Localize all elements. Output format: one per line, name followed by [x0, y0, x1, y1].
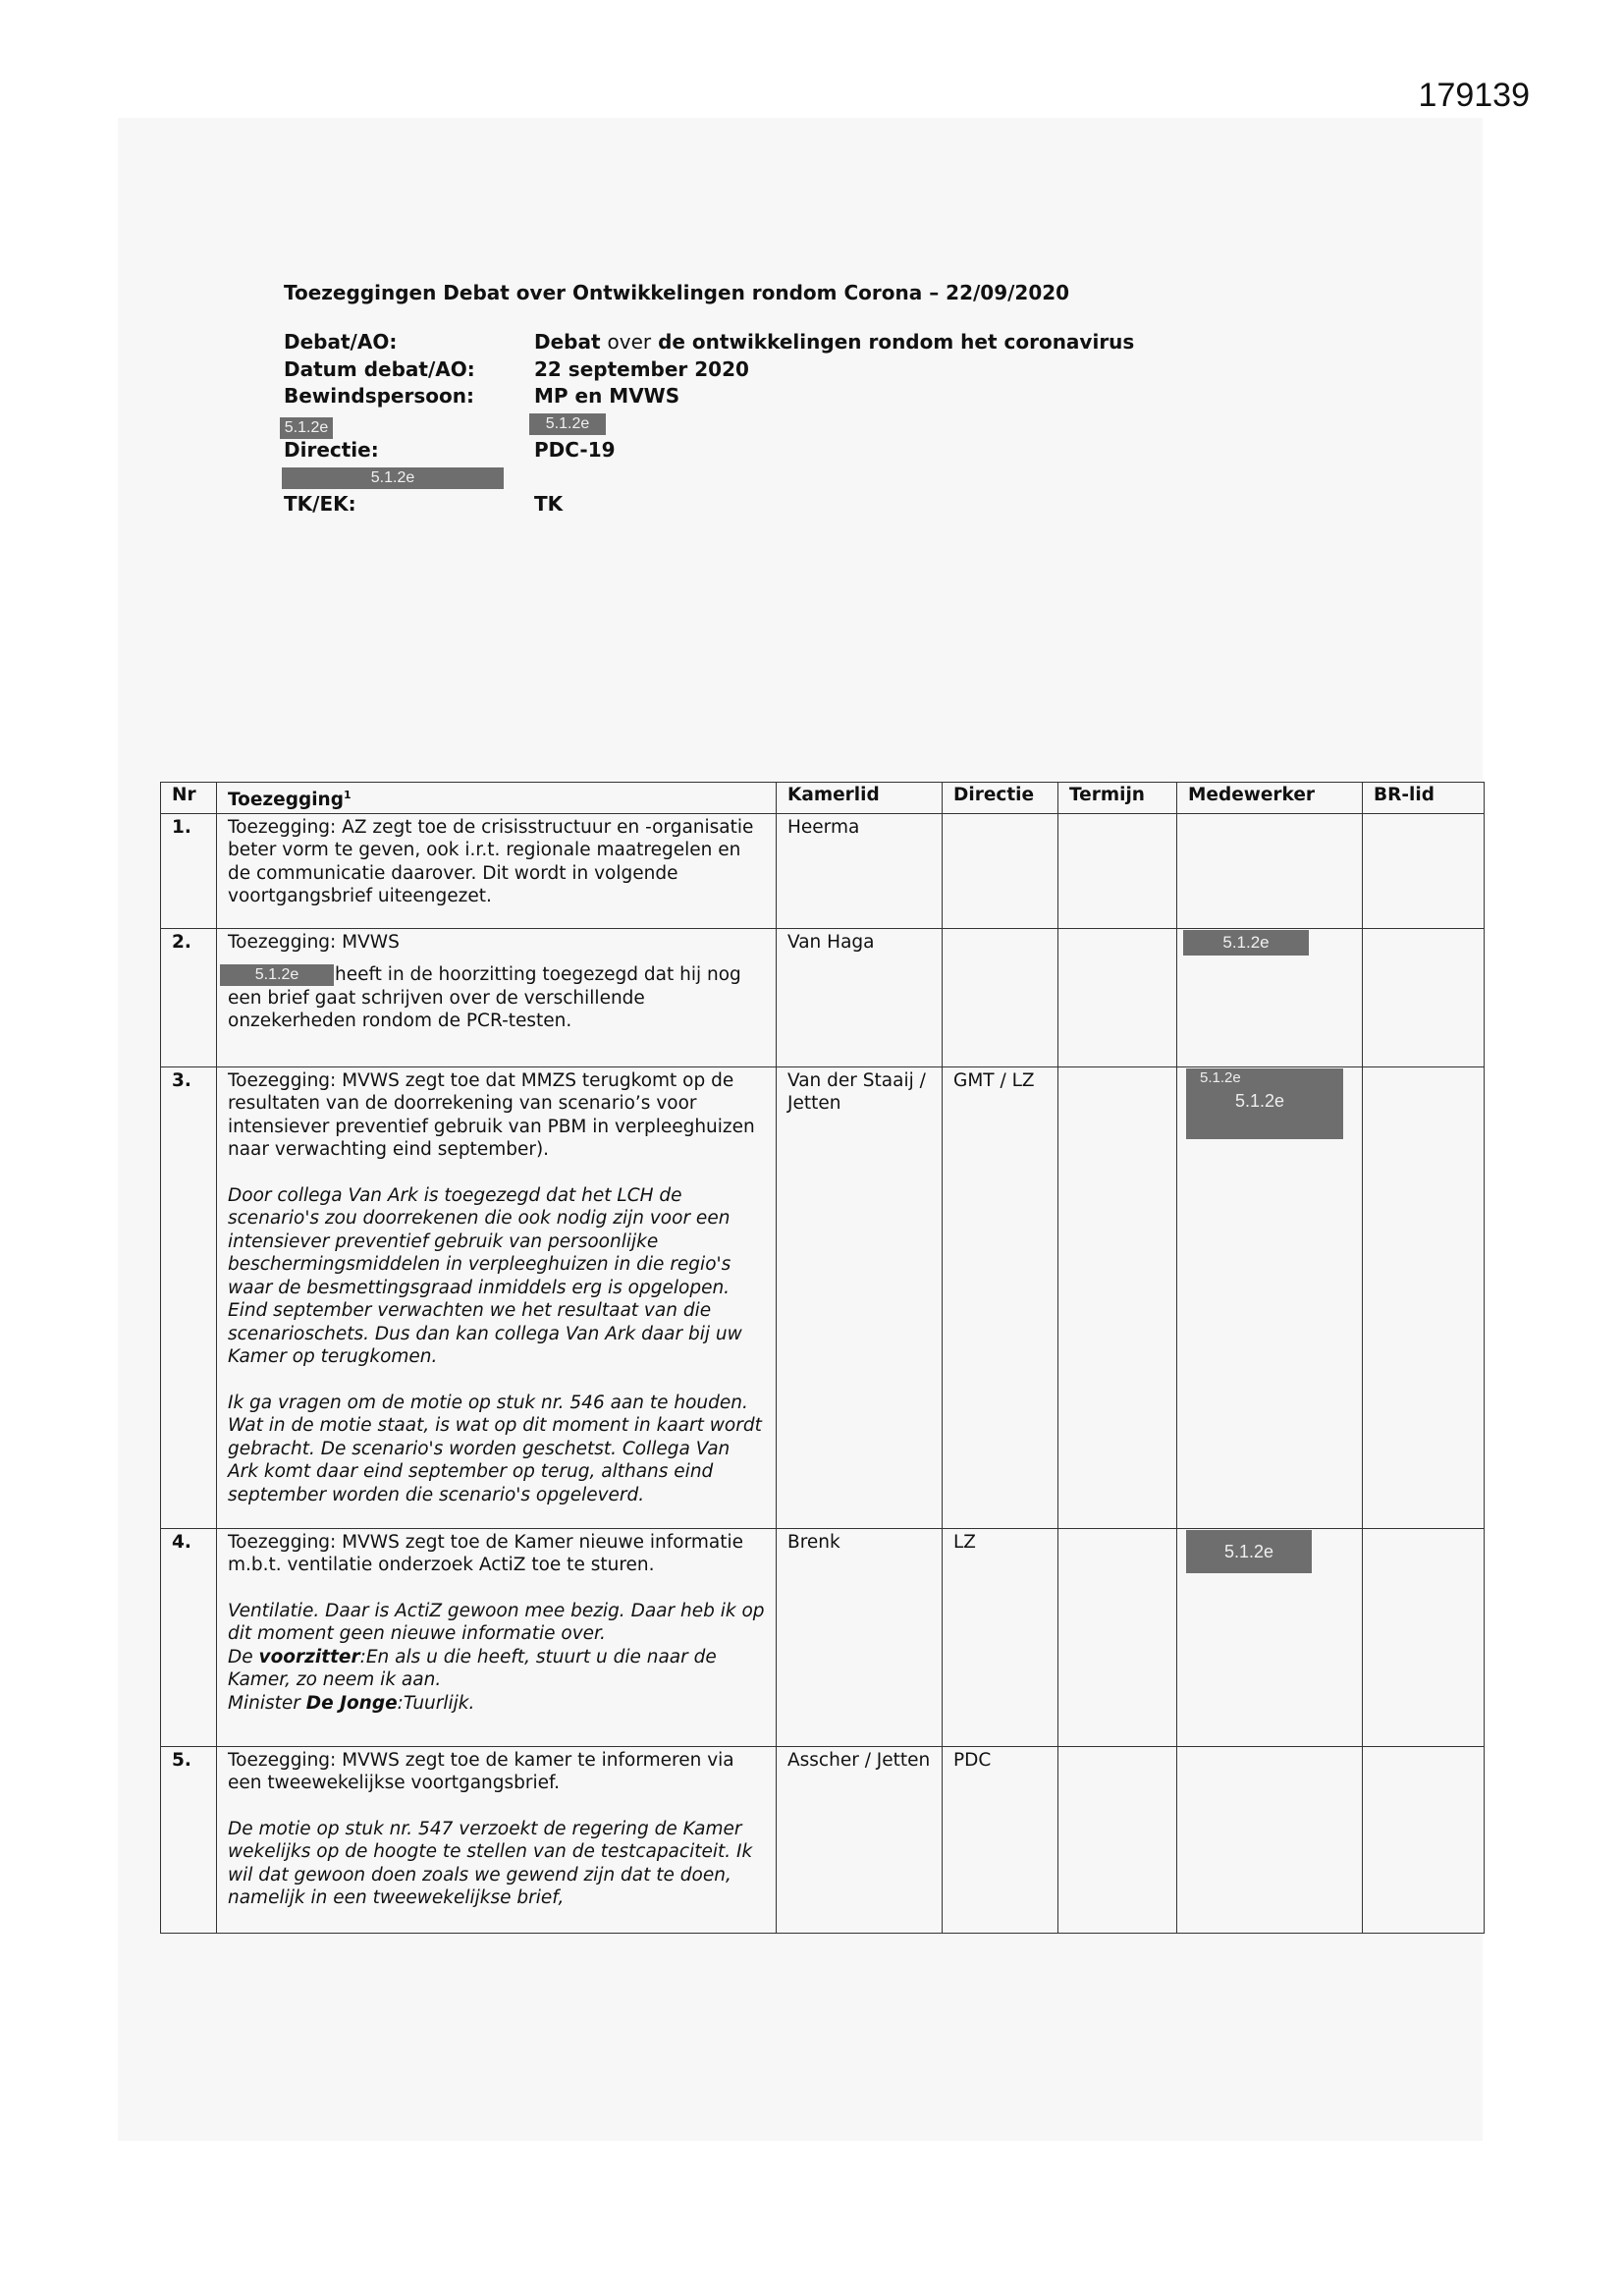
debat-label: Debat/AO:	[284, 330, 398, 354]
meta-row-redacted-1	[284, 411, 1167, 439]
redacted-label-1	[280, 415, 333, 440]
redaction-block	[1186, 1068, 1343, 1139]
row-kamerlid: Van Haga	[777, 928, 943, 1066]
tkek-label: TK/EK:	[284, 492, 356, 516]
header-kamerlid: Kamerlid	[777, 783, 943, 814]
debat-value-a: Debat	[534, 330, 608, 354]
row-termijn	[1058, 1746, 1177, 1933]
directie-label: Directie:	[284, 438, 379, 462]
debat-value-c: de ontwikkelingen rondom het coronavirus	[651, 330, 1135, 354]
header-medewerker: Medewerker	[1177, 783, 1363, 814]
row-directie: PDC	[943, 1746, 1058, 1933]
meta-row-redacted-2	[284, 465, 1167, 493]
toezegging-text: Toezegging: MVWS zegt toe de kamer te informeren via een tweewekelijkse voortgangsbrief.	[228, 1749, 734, 1794]
meta-row-debat	[284, 330, 1167, 357]
row-brlid	[1363, 928, 1485, 1066]
row-termijn	[1058, 1066, 1177, 1528]
row-directie	[943, 928, 1058, 1066]
row-brlid	[1363, 1746, 1485, 1933]
tkek-value: TK	[534, 492, 564, 516]
redacted-value-1	[529, 411, 606, 436]
toezeggingen-table	[160, 782, 1485, 1934]
row-nr: 3.	[161, 1066, 217, 1528]
meta-row-directie	[284, 438, 1167, 465]
debate-quote-minister: Minister De Jonge:Tuurlijk.	[228, 1692, 475, 1714]
table-row	[161, 928, 1485, 1066]
table-row	[161, 1066, 1485, 1528]
datum-value: 22 september 2020	[534, 356, 749, 381]
header-directie: Directie	[943, 783, 1058, 814]
row-nr: 2.	[161, 928, 217, 1066]
footnote-marker: 1	[343, 789, 352, 801]
toezegging-followup-text: heeft in de hoorzitting toegezegd dat hij nog een brief gaat schrijven over de verschillende onzekerheden rondom de PCR-testen.	[228, 964, 741, 1032]
row-termijn	[1058, 928, 1177, 1066]
redaction-box: 5.1.2e	[280, 417, 333, 439]
row-nr: 4.	[161, 1528, 217, 1746]
table-row	[161, 1528, 1485, 1746]
row-brlid	[1363, 813, 1485, 928]
meta-row-bewindspersoon	[284, 384, 1167, 411]
redacted-label-2	[282, 465, 504, 490]
row-medewerker	[1177, 928, 1363, 1066]
row-medewerker	[1177, 1066, 1363, 1528]
row-toezegging	[217, 1746, 777, 1933]
redaction-box: 5.1.2e	[529, 413, 606, 435]
bewindspersoon-label: Bewindspersoon:	[284, 384, 474, 408]
row-directie: GMT / LZ	[943, 1066, 1058, 1528]
row-directie: LZ	[943, 1528, 1058, 1746]
document-title: Toezeggingen Debat over Ontwikkelingen rondom Corona – 22/09/2020	[284, 281, 1070, 304]
debate-quote: Ventilatie. Daar is ActiZ gewoon mee bezig. Daar heb ik op dit moment geen nieuwe informatie over.	[228, 1600, 765, 1645]
header-termijn: Termijn	[1058, 783, 1177, 814]
row-brlid	[1363, 1066, 1485, 1528]
redaction-box: 5.1.2e	[220, 964, 334, 986]
debat-value-b: over	[607, 330, 652, 354]
row-toezegging	[217, 928, 777, 1066]
meta-row-datum	[284, 357, 1167, 385]
debate-quote-voorzitter: De voorzitter:En als u die heeft, stuurt u die naar de Kamer, zo neem ik aan.	[228, 1646, 717, 1691]
toezegging-text: Toezegging: MVWS zegt toe de Kamer nieuwe informatie m.b.t. ventilatie onderzoek ActiZ toe te sturen.	[228, 1531, 744, 1576]
header-toezegging	[217, 783, 777, 814]
row-kamerlid: Brenk	[777, 1528, 943, 1746]
row-termijn	[1058, 813, 1177, 928]
redaction-box: 5.1.2e	[282, 467, 504, 489]
meta-block	[284, 330, 1167, 519]
header-toezegging-label: Toezegging	[228, 790, 344, 811]
bewindspersoon-value: MP en MVWS	[534, 384, 680, 408]
row-medewerker	[1177, 1528, 1363, 1746]
toezegging-text: Toezegging: MVWS zegt toe dat MMZS terugkomt op de resultaten van de doorrekening van scenario’s voor intensiever preventief gebruik van PBM in verpleeghuizen naar verwachting eind september).	[228, 1069, 755, 1161]
toezegging-text: Toezegging: MVWS	[228, 931, 400, 953]
row-medewerker	[1177, 1746, 1363, 1933]
debat-value	[534, 330, 1134, 354]
row-toezegging	[217, 813, 777, 928]
debate-quote: Ik ga vragen om de motie op stuk nr. 546 aan te houden. Wat in de motie staat, is wat op dit moment in kaart wordt gebracht. De scenario's worden geschetst. Collega Van Ark komt daar eind september op terug, althans eind september worden die scenario's opgeleverd.	[228, 1392, 762, 1505]
debate-quote: De motie op stuk nr. 547 verzoekt de regering de Kamer wekelijks op de hoogte te stellen van de testcapaciteit. Ik wil dat gewoon doen zoals we gewend zijn dat te doen, namelijk in een tweewekelijkse brief,	[228, 1818, 753, 1909]
directie-value: PDC-19	[534, 438, 616, 462]
table-row	[161, 1746, 1485, 1933]
row-toezegging	[217, 1066, 777, 1528]
document-number: 179139	[1418, 77, 1530, 114]
table-row	[161, 813, 1485, 928]
debate-quote: Door collega Van Ark is toegezegd dat het LCH de scenario's zou doorrekenen die ook nodig zijn voor een intensiever preventief gebruik van persoonlijke beschermingsmiddelen in verpleeghuizen in die regio's waar de besmettingsgraad inmiddels erg is opgelopen. Eind september verwachten we het resultaat van die scenarioschets. Dus dan kan collega Van Ark daar bij uw Kamer op terugkomen.	[228, 1184, 742, 1368]
row-kamerlid: Asscher / Jetten	[777, 1746, 943, 1933]
redaction-box: 5.1.2e	[1186, 1530, 1312, 1573]
row-nr: 5.	[161, 1746, 217, 1933]
row-kamerlid: Heerma	[777, 813, 943, 928]
row-directie	[943, 813, 1058, 928]
row-medewerker	[1177, 813, 1363, 928]
datum-label: Datum debat/AO:	[284, 356, 475, 381]
row-brlid	[1363, 1528, 1485, 1746]
row-termijn	[1058, 1528, 1177, 1746]
header-brlid: BR-lid	[1363, 783, 1485, 814]
toezegging-followup	[228, 963, 765, 1033]
row-kamerlid: Van der Staaij / Jetten	[777, 1066, 943, 1528]
row-toezegging	[217, 1528, 777, 1746]
table-header-row	[161, 783, 1485, 814]
header-nr: Nr	[161, 783, 217, 814]
toezegging-text: Toezegging: AZ zegt toe de crisisstructuur en -organisatie beter vorm te geven, ook i.r.t. regionale maatregelen en de communicatie daarover. Dit wordt in volgende voortgangsbrief uiteengezet.	[228, 816, 754, 907]
meta-row-tkek	[284, 492, 1167, 519]
redaction-box: 5.1.2e	[1183, 930, 1309, 956]
redaction-label: 5.1.2e	[1200, 1068, 1241, 1086]
redaction-label: 5.1.2e	[1235, 1090, 1285, 1111]
row-nr: 1.	[161, 813, 217, 928]
